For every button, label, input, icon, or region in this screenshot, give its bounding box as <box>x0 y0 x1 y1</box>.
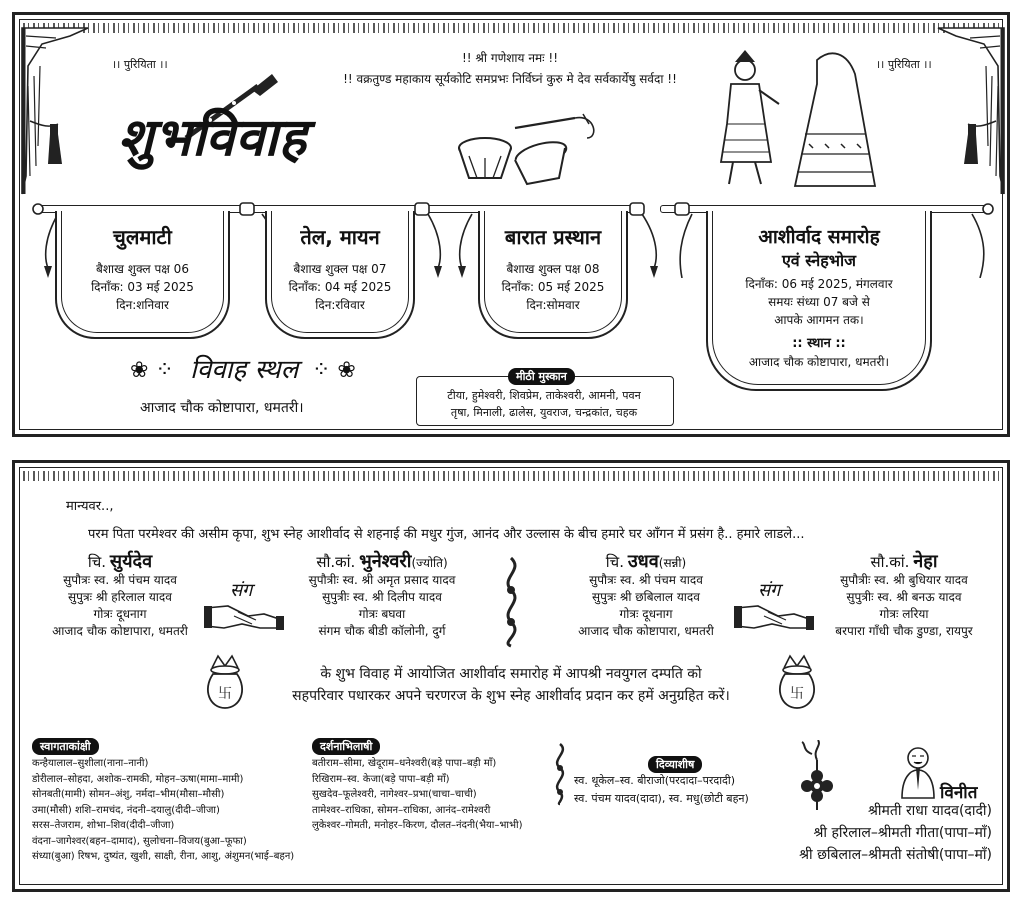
shubh-vivah-title: शुभविवाह <box>118 107 308 168</box>
divya-label: दिव्याशीष <box>648 756 702 773</box>
reception-venue-label: :: स्थान :: <box>792 336 846 351</box>
kalash-right-icon <box>776 654 818 712</box>
reception-banner <box>706 211 932 391</box>
event-banner-chulmati <box>55 211 230 339</box>
vivah-sthal-title: विवाह स्थल <box>190 355 299 385</box>
groom2-nick: (सन्नी) <box>658 556 687 570</box>
groom1-line3: गोत्रः दूधनाग <box>93 607 147 621</box>
top-border-pattern <box>23 23 999 33</box>
groom2-name: उधव <box>627 551 659 572</box>
svg-text:卐: 卐 <box>218 686 232 702</box>
event-day: दिन:रविवार <box>315 298 365 312</box>
bottom-border-pattern <box>23 471 999 481</box>
puriyita-left: ।। पुरियिता ।। <box>112 58 168 71</box>
dhol-drums-icon <box>455 108 605 190</box>
groom2-line2: सुपुत्रः श्री छबिलाल यादव <box>592 590 700 604</box>
handshake-icon <box>204 598 284 634</box>
bride2-prefix: सौ.कां. <box>870 553 910 571</box>
divya-line: स्व. पंचम यादव(दादा), स्व. मधु(छोटी बहन) <box>574 792 749 805</box>
kalash-left-icon <box>204 654 246 712</box>
groom1-block <box>30 553 210 640</box>
mithi-muskan-label: मीठी मुस्कान <box>508 368 575 385</box>
bride1-line3: गोत्रः बघवा <box>358 607 406 621</box>
groom2-block <box>556 553 736 640</box>
bride1-line2: सुपुत्रीः स्व. श्री दिलीप यादव <box>322 590 442 604</box>
bride1-line4: संगम चौक बीडी कॉलोनी, दुर्ग <box>318 624 446 638</box>
bride1-line1: सुपौत्रीः स्व. श्री अमृत प्रसाद यादव <box>308 573 456 587</box>
swagat-line: कन्हैयालाल–सुशीला(नाना–नानी) <box>32 758 149 769</box>
venue-address: आजाद चौक कोष्टापारा, धमतरी। <box>140 400 304 416</box>
curtain-right-icon <box>936 26 1006 196</box>
groom2-prefix: चि. <box>605 553 624 571</box>
reception-time: समयः संध्या 07 बजे से <box>768 295 870 309</box>
intro-text: परम पिता परमेश्वर की असीम कृपा, शुभ स्नेह आशीर्वाद से शहनाई की मधुर गुंज, आनंद और उल्लास के बीच हमारे घर आँगन में प्रसंग है.. हमारे लाडले... <box>88 527 805 542</box>
groom1-name: सुर्यदेव <box>109 551 153 572</box>
event-paksha: बैशाख शुक्ल पक्ष 06 <box>96 262 189 276</box>
ganesh-mantra: !! श्री गणेशाय नमः !! <box>461 51 559 65</box>
svg-text:卐: 卐 <box>790 686 804 702</box>
bride2-line3: गोत्रः लरिया <box>879 607 929 621</box>
bride2-line4: बरपारा गाँधी चौक डुण्डा, रायपुर <box>835 624 973 638</box>
reception-welcome: आपके आगमन तक। <box>774 313 864 327</box>
darshan-list <box>312 756 552 834</box>
darshan-line: तामेश्वर–राधिका, सोमन–राधिका, आनंद–रामेश्वरी <box>312 804 491 816</box>
bride1-name: भुनेश्वरी <box>359 551 412 572</box>
event-title: तेल, मायन <box>300 225 380 249</box>
darshan-line: लुकेश्वर–गोमती, मनोहर–किरण, दौलत–नंदनी(भैया–भाभी) <box>312 820 523 831</box>
event-paksha: बैशाख शुक्ल पक्ष 07 <box>293 262 387 276</box>
event-title: बारात प्रस्थान <box>504 225 602 249</box>
event-paksha: बैशाख शुक्ल पक्ष 08 <box>506 262 600 276</box>
event-day: दिन:सोमवार <box>526 298 580 312</box>
flower-right-icon: ⁘ ❀ <box>312 358 356 383</box>
handshake-icon <box>734 598 814 634</box>
groom1-line1: सुपौत्रः स्व. श्री पंचम यादव <box>63 573 177 587</box>
event-date: दिनाँक: 03 मई 2025 <box>91 280 194 294</box>
swagat-line: सोनबती(मामी) सोमन–अंशु, नर्मदा–भीम(मौसा–मौसी) <box>32 789 225 800</box>
event-day: दिन:शनिवार <box>116 298 169 312</box>
event-banner-barat <box>478 211 628 339</box>
swagat-line: वंदना–जागेश्वर(बहन–दामाद), सुलोचना–विजय(बुआ–फूफा) <box>32 835 247 847</box>
darshan-line: सुखदेव–फूलेश्वरी, नागेश्वर–प्रभा(चाचा–चाची) <box>312 789 477 800</box>
swagat-line: डोरीलाल–सोहदा, अशोक–रामकी, मोहन–ऊषा(मामा–मामी) <box>32 773 244 785</box>
invite-line2: सहपरिवार पधारकर अपने चरणरज के शुभ स्नेह आशीर्वाद प्रदान कर हमें अनुग्रहित करें। <box>292 688 730 704</box>
curtain-left-icon <box>20 26 90 196</box>
sang-label-1: संग <box>230 580 253 601</box>
swagat-list <box>32 756 312 865</box>
groom1-line4: आजाद चौक कोष्टापारा, धमतरी <box>52 624 188 638</box>
invite-line1: के शुभ विवाह में आयोजित आशीर्वाद समारोह में आपश्री नवयुगल दम्पति को <box>320 666 702 682</box>
darshan-line: रिखिराम–स्व. केजा(बड़े पापा–बड़ी माँ) <box>312 773 450 785</box>
darshan-line: बतीराम–सीमा, खेदूराम–धनेश्वरी(बड़े पापा–बड़ी माँ) <box>312 758 497 769</box>
flower-left-icon: ❀ ⁘ <box>130 358 174 383</box>
reception-subtitle: एवं स्नेहभोज <box>781 251 857 270</box>
groom1-prefix: चि. <box>87 553 107 571</box>
bride2-name: नेहा <box>913 551 938 572</box>
swirl-ornament-icon <box>548 742 572 806</box>
groom1-line2: सुपुत्रः श्री हरिलाल यादव <box>68 590 172 604</box>
vinit-label: विनीत <box>940 783 978 803</box>
vinit-list <box>760 800 992 866</box>
event-banner-tel-mayan <box>265 211 415 339</box>
bride2-line2: सुपुत्रीः स्व. श्री बनऊ यादव <box>846 590 962 604</box>
bride2-block <box>808 553 1000 640</box>
bride2-line1: सुपौत्रीः स्व. श्री बुधियार यादव <box>840 573 968 587</box>
event-title: चुलमाटी <box>113 225 172 249</box>
groom2-line3: गोत्रः दूधनाग <box>619 607 673 621</box>
reception-title: आशीर्वाद समारोह <box>758 226 880 248</box>
vinit-line: श्री हरिलाल–श्रीमती गीता(पापा–माँ) <box>813 825 992 841</box>
vinit-line: श्री छबिलाल–श्रीमती संतोषी(पापा–माँ) <box>799 847 992 863</box>
reception-venue: आजाद चौक कोष्टापारा, धमतरी। <box>748 355 890 369</box>
swagat-line: सरस–तेजराम, शोभा–शिव(दीदी–जीजा) <box>32 820 175 831</box>
bride-groom-icon <box>705 44 885 194</box>
puriyita-right: ।। पुरियिता ।। <box>876 58 932 71</box>
bride1-nick: (ज्योति) <box>411 556 448 570</box>
swagat-label: स्वागताकांक्षी <box>32 738 99 755</box>
bride1-prefix: सौ.कां. <box>316 553 356 571</box>
swagat-line: संध्या(बुआ) रिषभ, दुष्यंत, खुशी, साक्षी, रीना, आशु, अंशुमन(भाई–बहन) <box>32 851 295 862</box>
event-date: दिनाँक: 04 मई 2025 <box>288 280 392 294</box>
groom2-line1: सुपौत्रः स्व. श्री पंचम यादव <box>589 573 703 587</box>
greeting: मान्यवर.., <box>66 499 114 514</box>
swagat-line: उमा(मौसी) शशि–रामचंद, नंदनी–दयालु(दीदी–जीजा) <box>32 804 220 816</box>
vinit-line: श्रीमती राधा यादव(दादी) <box>867 803 992 819</box>
groom2-line4: आजाद चौक कोष्टापारा, धमतरी <box>578 624 714 638</box>
mithi-muskan-line1: टीया, हुमेश्वरी, शिवप्रेम, ताकेश्वरी, आमनी, पवन <box>447 389 641 402</box>
sang-label-2: संग <box>758 580 781 601</box>
namaste-icon <box>898 746 938 800</box>
event-date: दिनाँक: 05 मई 2025 <box>501 280 605 294</box>
paisley-divider-icon <box>496 556 526 648</box>
bride1-block <box>282 553 482 640</box>
reception-date: दिनाँक: 06 मई 2025, मंगलवार <box>745 277 893 291</box>
ganesh-shloka: !! वक्रतुण्ड महाकाय सूर्यकोटि समप्रभः निर्विघ्नं कुरु मे देव सर्वकार्येषु सर्वदा !! <box>343 72 677 86</box>
divya-line: स्व. थूकेल–स्व. बीराजो(परदादा–परदादी) <box>574 774 736 787</box>
darshan-label: दर्शनाभिलाषी <box>312 738 380 755</box>
mithi-muskan-line2: तृषा, मिनाली, ढालेस, युवराज, चन्द्रकांत, चहक <box>450 406 638 419</box>
